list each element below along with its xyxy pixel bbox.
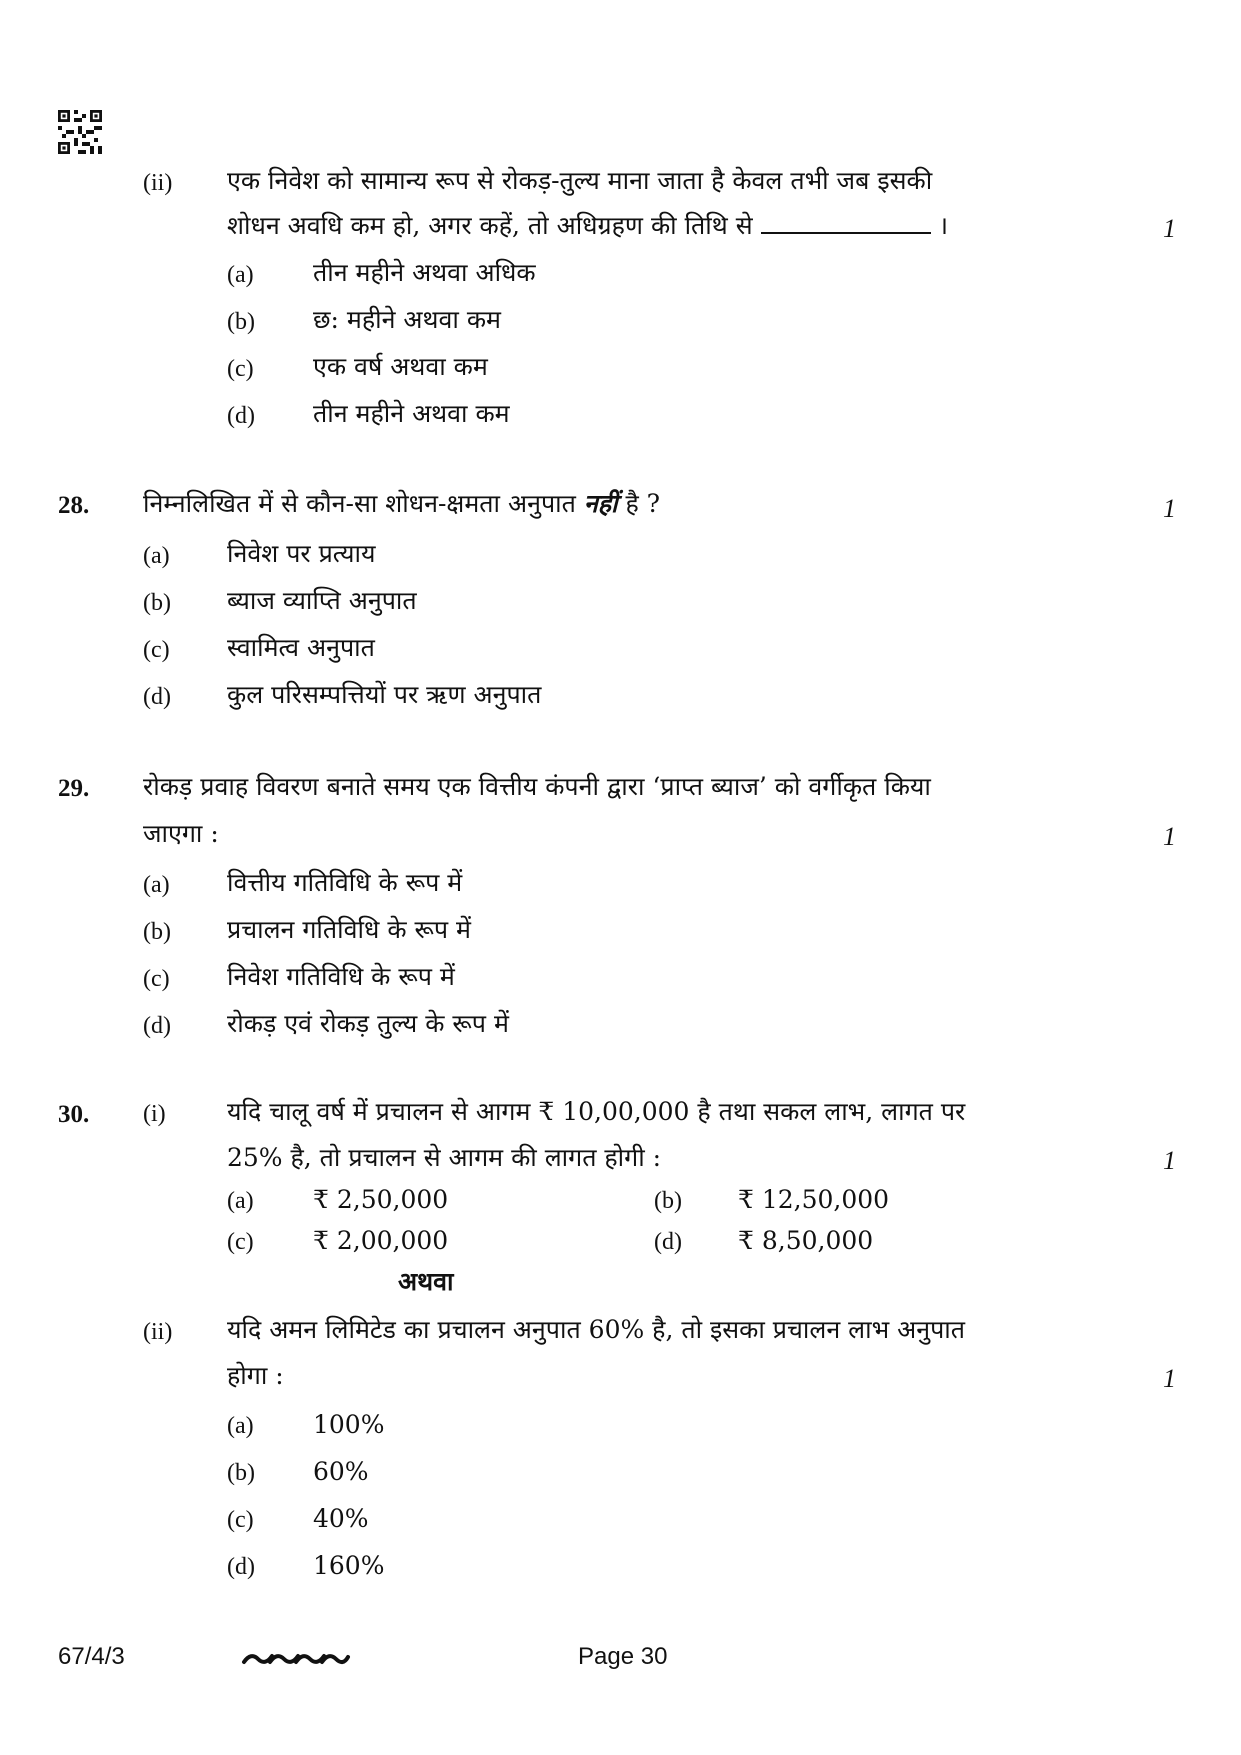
q30ii-line2: होगा : [227, 1361, 284, 1390]
q30ii-option-c-label: (c) [227, 1507, 254, 1533]
q27ii-option-b-text: छ: महीने अथवा कम [313, 305, 501, 334]
q30i-marks: 1 [1163, 1146, 1176, 1175]
q30-or-text: अथवा [398, 1267, 454, 1296]
q29-option-d-label: (d) [143, 1013, 171, 1039]
q28-option-d-label: (d) [143, 684, 171, 710]
q29-option-a-label: (a) [143, 872, 170, 898]
q30i-option-c-text: ₹ 2,00,000 [313, 1226, 449, 1255]
q27ii-marks: 1 [1163, 214, 1176, 243]
q30i-line1: यदि चालू वर्ष में प्रचालन से आगम ₹ 10,00,000 है तथा सकल लाभ, लागत पर [227, 1097, 966, 1126]
answer-blank [761, 210, 931, 234]
q28-option-a-label: (a) [143, 543, 170, 569]
q30i-option-d-text: ₹ 8,50,000 [738, 1226, 874, 1255]
q29-line2: जाएगा : [143, 819, 219, 848]
q28-marks: 1 [1163, 494, 1176, 523]
q28-emphasis: नहीं [583, 489, 618, 518]
q28-text-before: निम्नलिखित में से कौन-सा शोधन-क्षमता अनुपात [143, 489, 576, 518]
q30ii-option-a-label: (a) [227, 1413, 254, 1439]
q27ii-option-c-label: (c) [227, 356, 254, 382]
q30i-option-a-text: ₹ 2,50,000 [313, 1185, 449, 1214]
q30i-option-b-text: ₹ 12,50,000 [738, 1185, 890, 1214]
qr-code [58, 110, 102, 154]
q29-line1: रोकड़ प्रवाह विवरण बनाते समय एक वित्तीय कंपनी द्वारा ‘प्राप्त ब्याज’ को वर्गीकृत किया [143, 772, 931, 801]
q30ii-option-b-label: (b) [227, 1460, 255, 1486]
q27ii-option-b-label: (b) [227, 309, 255, 335]
q29-number: 29. [58, 775, 90, 802]
q28-option-a-text: निवेश पर प्रत्याय [227, 539, 376, 568]
q27ii-option-a-label: (a) [227, 262, 254, 288]
q29-option-a-text: वित्तीय गतिविधि के रूप में [227, 868, 463, 897]
page-number: Page 30 [578, 1643, 668, 1670]
q30i-option-c-label: (c) [227, 1229, 254, 1255]
q30ii-option-d-label: (d) [227, 1554, 255, 1580]
q28-option-c-label: (c) [143, 637, 170, 663]
q29-option-d-text: रोकड़ एवं रोकड़ तुल्य के रूप में [227, 1009, 509, 1038]
q28-option-d-text: कुल परिसम्पत्तियों पर ऋण अनुपात [227, 680, 542, 709]
q30ii-label: (ii) [143, 1319, 173, 1345]
q27ii-option-a-text: तीन महीने अथवा अधिक [313, 258, 536, 287]
q30i-option-b-label: (b) [654, 1188, 682, 1214]
q30i-label: (i) [143, 1101, 166, 1127]
q30ii-option-a-text: 100% [313, 1410, 385, 1439]
q30i-option-d-label: (d) [654, 1229, 682, 1255]
q27ii-line2-text: शोधन अवधि कम हो, अगर कहें, तो अधिग्रहण की तिथि से [227, 211, 753, 240]
q30i-line2: 25% है, तो प्रचालन से आगम की लागत होगी : [227, 1143, 662, 1172]
q30ii-option-c-text: 40% [313, 1504, 369, 1533]
q27ii-line2-end: । [938, 211, 949, 240]
q29-marks: 1 [1163, 822, 1176, 851]
q28-option-c-text: स्वामित्व अनुपात [227, 633, 375, 662]
q27ii-label: (ii) [143, 170, 173, 196]
q27ii-line1: एक निवेश को सामान्य रूप से रोकड़-तुल्य माना जाता है केवल तभी जब इसकी [227, 166, 933, 195]
q28-option-b-text: ब्याज व्याप्ति अनुपात [227, 586, 417, 615]
q27ii-option-d-label: (d) [227, 403, 255, 429]
q29-option-b-label: (b) [143, 919, 171, 945]
q30i-option-a-label: (a) [227, 1188, 254, 1214]
q30ii-line1: यदि अमन लिमिटेड का प्रचालन अनुपात 60% है, तो इसका प्रचालन लाभ अनुपात [227, 1315, 966, 1344]
q30ii-option-b-text: 60% [313, 1457, 369, 1486]
q27ii-option-c-text: एक वर्ष अथवा कम [313, 352, 488, 381]
q29-option-c-label: (c) [143, 966, 170, 992]
q28-text [143, 489, 660, 519]
footer-code: 67/4/3 [58, 1643, 125, 1670]
q27ii-line2 [227, 210, 948, 241]
q28-number: 28. [58, 492, 90, 519]
tilde-ornament [240, 1648, 352, 1670]
q30-number: 30. [58, 1101, 90, 1128]
q29-option-c-text: निवेश गतिविधि के रूप में [227, 962, 455, 991]
q30ii-option-d-text: 160% [313, 1551, 385, 1580]
q30ii-marks: 1 [1163, 1364, 1176, 1393]
q28-option-b-label: (b) [143, 590, 171, 616]
q27ii-option-d-text: तीन महीने अथवा कम [313, 399, 510, 428]
q29-option-b-text: प्रचालन गतिविधि के रूप में [227, 915, 471, 944]
q28-text-after: है ? [625, 489, 661, 518]
